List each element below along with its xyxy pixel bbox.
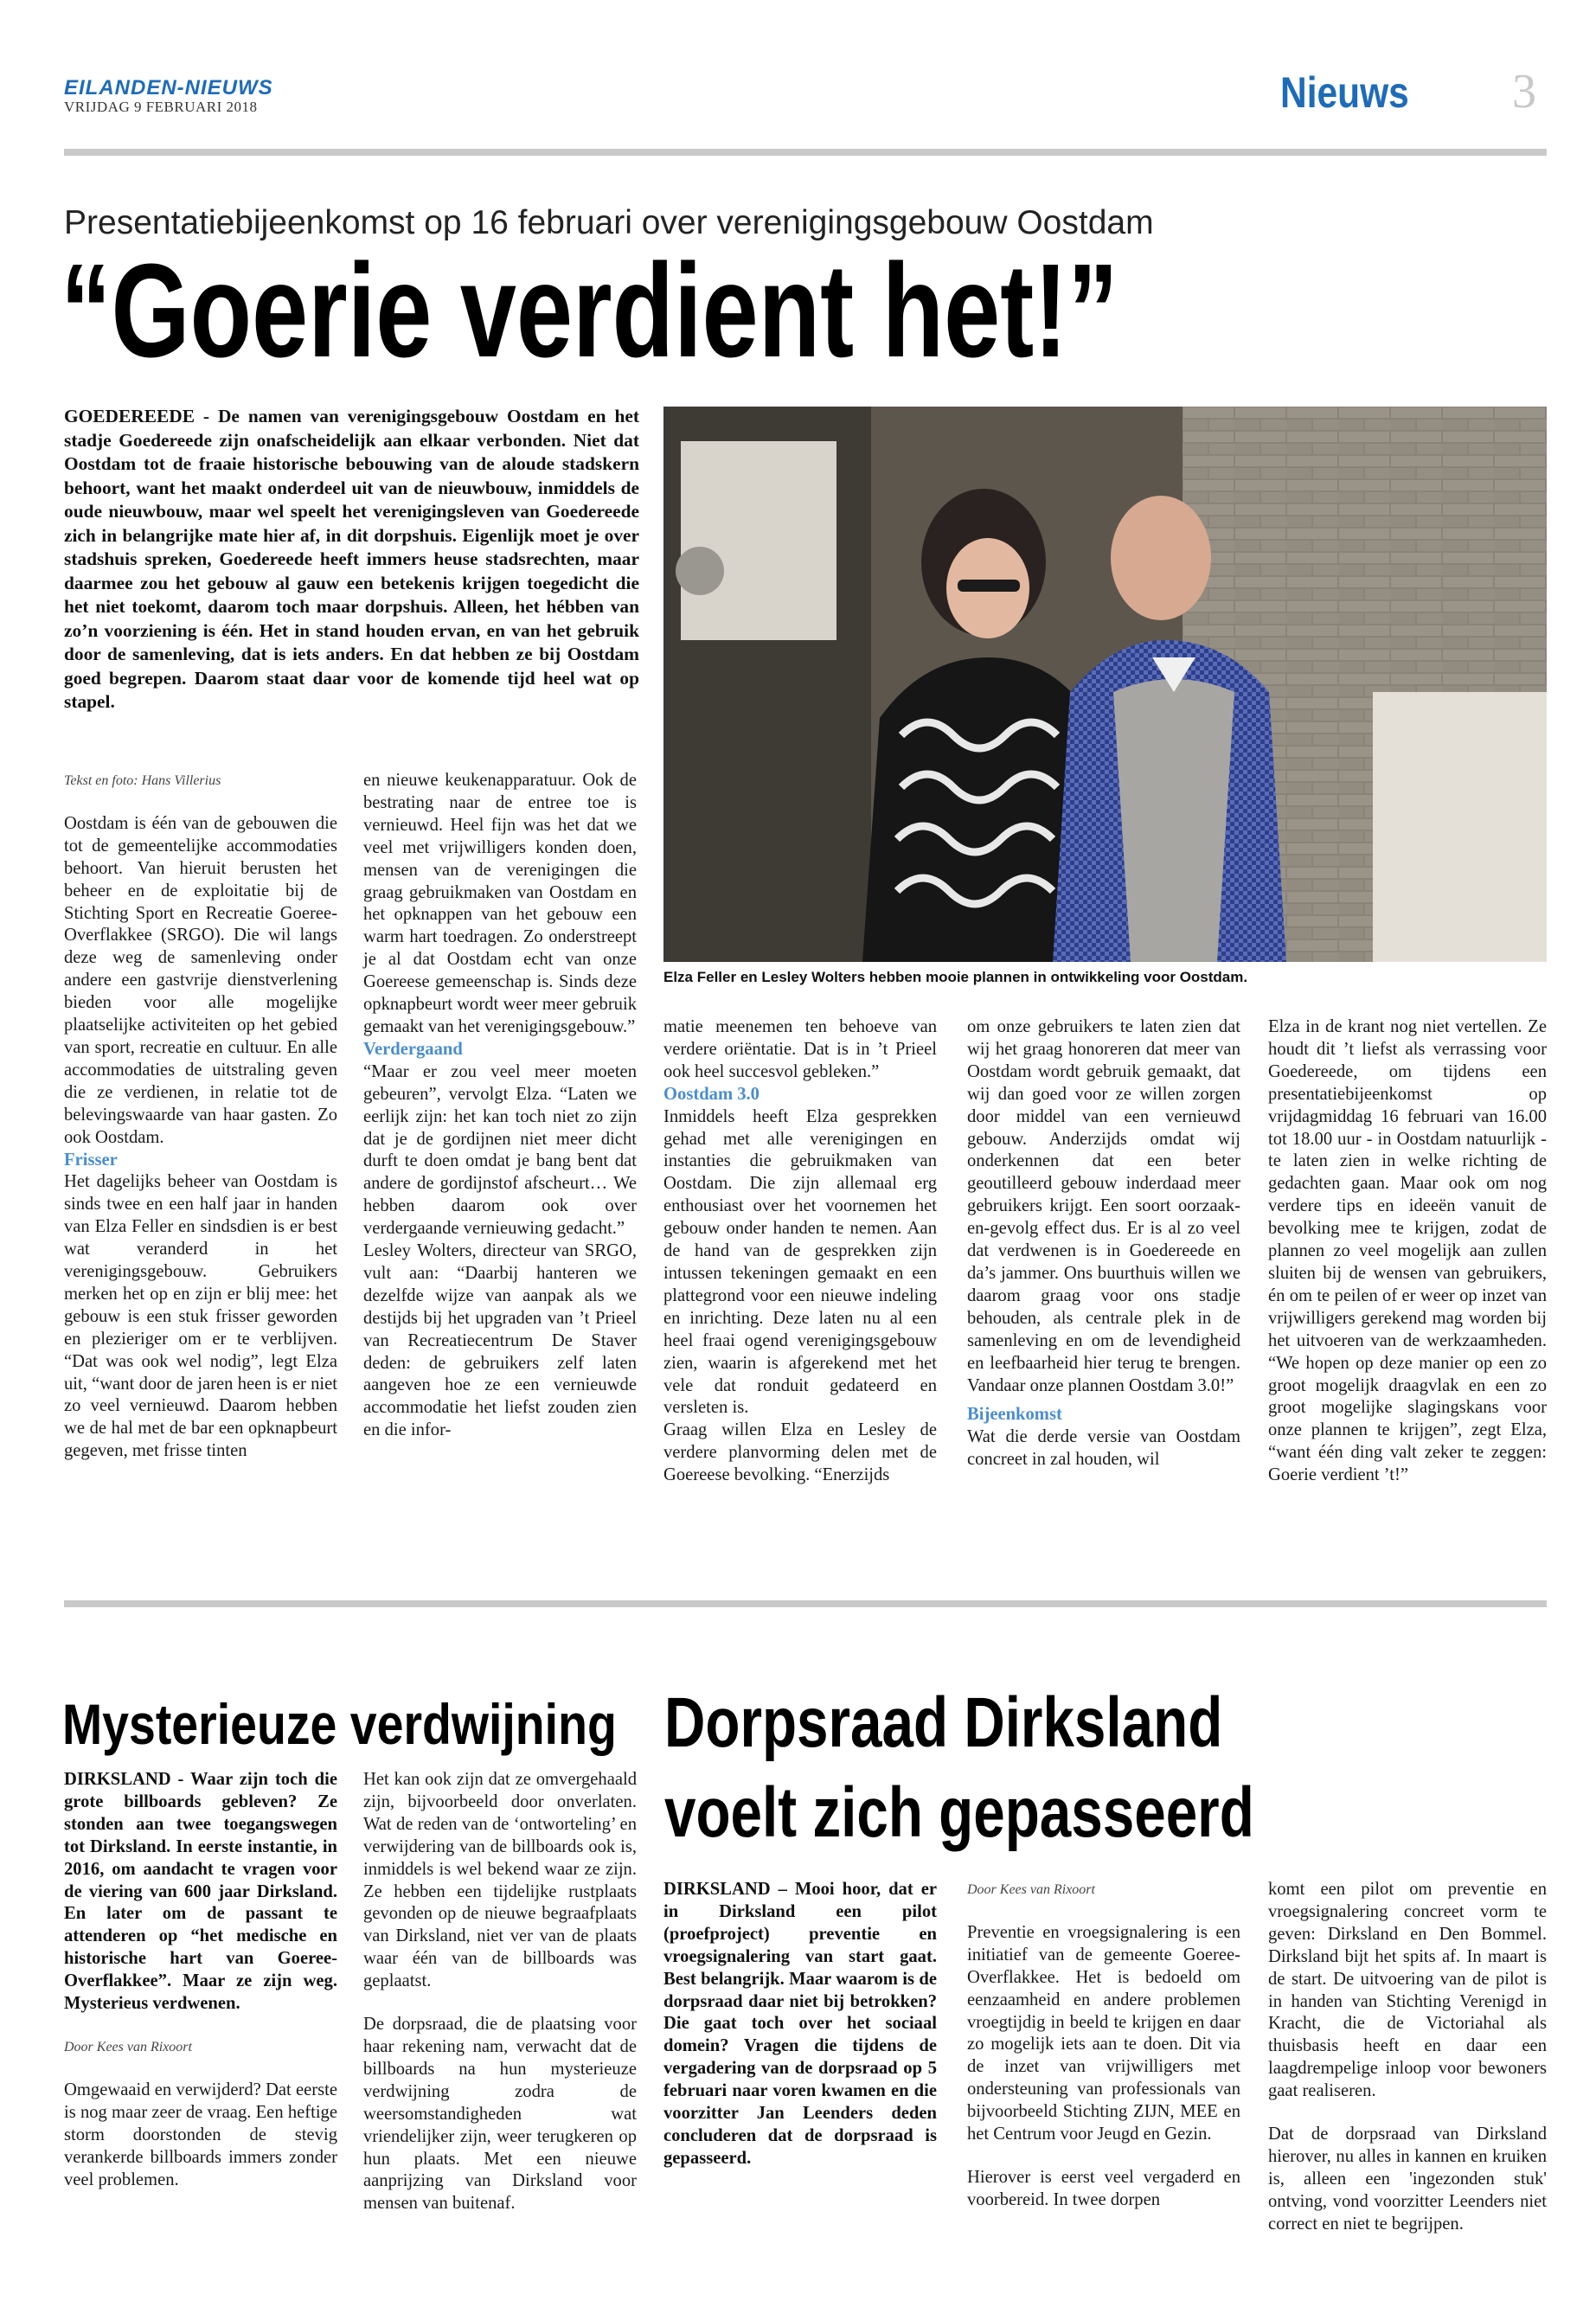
article2-lead: DIRKSLAND - Waar zijn toch die grote billboards gebleven? Ze stonden aan twee toegangswegen tot Dirksland. In eerste instantie, in 2016, om aandacht te vragen voor de viering van 600 jaar Dirksland. En later om de passant te attenderen op “het medische en historische hart van Goeree-Overflakkee”. Maar ze zijn weg. Mysterieus verdwenen. — [64, 1770, 337, 2014]
subhead-oostdam-3: Oostdam 3.0 — [663, 1084, 760, 1104]
paragraph: Omgewaaid en verwijderd? Dat eerste is nog maar zeer de vraag. Een heftige storm doorstonden de stevig verankerde billboards immers zonder veel problemen. — [64, 2080, 337, 2189]
paragraph: Elza in de krant nog niet vertellen. Ze houdt dit ’t liefst als verrassing voor Goedereede, om tijdens een presentatiebijeenkomst op vrijdagmiddag 16 februari van 16.00 tot 18.00 uur - in Oostdam natuurlijk - te laten zien in welke richting de gedachten gaan. Maar ook om nog verdere tips en ideeën vanuit de bevolking mee te krijgen, zodat de plannen zo veel mogelijk aan zullen sluiten bij de wensen van gebruikers, én om te peilen of er weer op inzet van vrijwilligers gerekend mag worden bij het uitvoeren van de werkzaamheden. “We hopen op deze manier op een zo groot mogelijk draagvlak en een zo groot mogelijke slagingskans voor onze plannen te krijgen”, zegt Elza, “want één ding valt zeker te zeggen: Goerie verdient ’t!” — [1268, 1017, 1547, 1485]
paragraph: matie meenemen ten behoeve van verdere oriëntatie. Dat is in ’t Prieel ook heel succesvol gebleken.” — [663, 1017, 937, 1081]
paragraph: Preventie en vroegsignalering is een initiatief van de gemeente Goeree-Overflakkee. Het is bedoeld om eenzaamheid en andere problemen vroegtijdig in beeld te krijgen en daar zo mogelijk iets aan te doen. Dit via de inzet van vrijwilligers met ondersteuning van professionals van bijvoorbeeld Stichting ZIJN, MEE en het Centrum voor Jeugd en Gezin. — [967, 1922, 1240, 2144]
article3-column-1 — [663, 1879, 937, 2170]
paragraph: “Maar er zou veel meer moeten gebeuren”, vervolgt Elza. “Laten we eerlijk zijn: het kan toch niet zo zijn dat je de gordijnen niet meer dicht durft te doen omdat je bang bent dat andere de gordijnstof afscheurt… We hebben daarom ook over verdergaande vernieuwing gedacht.” — [363, 1061, 637, 1239]
article3-lead: DIRKSLAND – Mooi hoor, dat er in Dirksland een pilot (proefproject) preventie en vroegsignalering van start gaat. Best belangrijk. Maar waarom is de dorpsraad daar niet bij betrokken? Die gaat toch over het sociaal domein? Vragen die tijdens de vergadering van de dorpsraad op 5 februari naar voren kwamen en die voorzitter Jan Leenders deden concluderen dat de dorpsraad is gepasseerd. — [663, 1880, 937, 2168]
subhead-bijeenkomst: Bijeenkomst — [967, 1405, 1062, 1425]
paragraph: De dorpsraad, die de plaatsing voor haar rekening nam, verwacht dat de billboards na hun mysterieuze verdwijning zodra de weersomstandigheden wat vriendelijker zijn, weer terugkeren op hun plaats. Met een nieuwe aanprijzing van Dirksland voor mensen van buitenaf. — [363, 2015, 637, 2214]
article-photo — [663, 407, 1547, 962]
article-column-4 — [967, 1016, 1240, 1471]
subhead-frisser: Frisser — [64, 1150, 118, 1170]
page-number: 3 — [1512, 65, 1536, 119]
article-column-2 — [363, 770, 637, 1442]
paragraph: Het dagelijks beheer van Oostdam is sinds twee en een half jaar in handen van Elza Feller en sindsdien is er best wat veranderd in het verenigingsgebouw. Gebruikers merken het op en zijn er blij mee: het gebouw is een stuk frisser geworden en plezieriger om er te verblijven. “Dat was ook wel nodig”, legt Elza uit, “want door de jaren heen is er niet zo veel vernieuwd. Daarom hebben we de hal met de bar een opknapbeurt gegeven, met frisse tinten — [64, 1172, 337, 1461]
paragraph: Het kan ook zijn dat ze omvergehaald zijn, bijvoorbeeld door onverlaten. Wat de reden van de ‘ontworteling’ en verwijdering van de billboards ook is, inmiddels is wel bekend waar ze zijn. Ze hebben een tijdelijke rustplaats gevonden op de nieuwe begraafplaats van Dirksland, niet ver van de plaats waar één van de billboards was geplaatst. — [363, 1770, 637, 1991]
photo-illustration — [663, 407, 1547, 962]
photo-caption: Elza Feller en Lesley Wolters hebben mooie plannen in ontwikkeling voor Oostdam. — [663, 969, 1248, 985]
article2-column-2 — [363, 1769, 637, 2215]
paragraph: Graag willen Elza en Lesley de verdere planvorming delen met de Goereese bevolking. “Enerzijds — [663, 1420, 937, 1485]
article2-byline: Door Kees van Rixoort — [64, 2039, 192, 2054]
paragraph: Wat die derde versie van Oostdam concreet in zal houden, wil — [967, 1427, 1240, 1470]
subhead-verdergaand: Verdergaand — [363, 1039, 463, 1059]
paragraph: Oostdam is één van de gebouwen die tot de gemeentelijke accommodaties behoort. Van hieruit berusten het beheer en de exploitatie bij de Stichting Sport en Recreatie Goeree-Overflakkee (SRGO). Die wil langs deze weg de samenleving onder andere een gastvrije dienstverlening bieden voor alle mogelijke plaatselijke activiteiten op het gebied van sport, recreatie en cultuur. En alle accommodaties de uitstraling geven die ze verdienen, in relatie tot de belevingswaarde van haar gasten. Zo ook Oostdam. — [64, 813, 337, 1147]
article-column-3 — [663, 1016, 937, 1487]
article3-headline-line-1: Dorpsraad Dirksland — [664, 1683, 1223, 1762]
paragraph: en nieuwe keukenapparatuur. Ook de bestrating naar de entree toe is vernieuwd. Heel fijn was het dat we veel met vrijwilligers konden doen, mensen van de verenigingen die graag gebruikmaken van Oostdam en het opknappen van het gebouw een warm hart toedragen. Zo onderstreept je al dat Oostdam echt van onze Goereese gemeenschap is. Sinds deze opknapbeurt wordt weer meer gebruik gemaakt van het verenigingsgebouw.” — [363, 771, 637, 1036]
article2-headline: Mysterieuze verdwijning — [62, 1692, 617, 1756]
article-column-1 — [64, 770, 337, 1463]
paragraph: komt een pilot om preventie en vroegsignalering concreet vorm te geven: Dirksland en Den Bommel. Dirksland bijt het spits af. In maart is de start. De uitvoering van de pilot is in handen van Stichting Verenigd in Kracht, die de Victoriahal als thuisbasis heeft en daar een laagdrempelige inloop voor bewoners gaat realiseren. — [1268, 1880, 1547, 2101]
article3-column-2 — [967, 1879, 1240, 2212]
paragraph: om onze gebruikers te laten zien dat wij het graag honoreren dat meer van Oostdam wordt gebruik gemaakt, dat wij dan goed voor ze willen zorgen door middel van een vernieuwd gebouw. Anderzijds omdat wij onderkennen dat een beter geoutilleerd gebouw inderdaad meer gebruikers krijgt. Een soort oorzaak-en-gevolg effect dus. Er is al zo veel dat verdwenen is in Goedereede en da’s jammer. Ons buurthuis willen we daarom graag voor ons stadje behouden, als centrale plek in de samenleving en om de levendigheid en leefbaarheid hier terug te brengen. Vandaar onze plannen Oostdam 3.0!” — [967, 1017, 1240, 1395]
paragraph: Hierover is eerst veel vergaderd en voorbereid. In twee dorpen — [967, 2167, 1240, 2209]
article-headline: “Goerie verdient het!” — [61, 236, 1118, 385]
paragraph: Inmiddels heeft Elza gesprekken gehad met alle verenigingen en instanties die gebruikmaken van Oostdam. Die zijn allemaal erg enthousiast over het voornemen het gebouw onder handen te nemen. Aan de hand van de gesprekken zijn intussen tekeningen gemaakt en een plattegrond voor een nieuwe indeling en inrichting. Deze laten nu al een heel fraai ogend verenigingsgebouw zien, waarin is afgerekend met het vele dat ronduit gedateerd en versleten is. — [663, 1106, 937, 1418]
section-rule — [64, 1600, 1547, 1607]
article-byline: Tekst en foto: Hans Villerius — [64, 773, 221, 788]
masthead-logo: EILANDEN-NIEUWS — [64, 76, 273, 99]
issue-date: VRIJDAG 9 FEBRUARI 2018 — [64, 99, 258, 115]
article2-column-1 — [64, 1769, 337, 2191]
top-rule — [64, 149, 1547, 156]
article-kicker: Presentatiebijeenkomst op 16 februari over verenigingsgebouw Oostdam — [64, 204, 1154, 241]
paragraph: Dat de dorpsraad van Dirksland hierover, nu alles in kannen en kruiken is, alleen een 'ingezonden stuk' ontving, vond voorzitter Leenders niet correct en niet te begrijpen. — [1268, 2125, 1547, 2234]
article3-headline-line-2: voelt zich gepasseerd — [664, 1773, 1254, 1852]
article3-column-3 — [1268, 1879, 1547, 2236]
paragraph: Lesley Wolters, directeur van SRGO, vult aan: “Daarbij hanteren we dezelfde wijze van aanpak als we destijds bij het upgraden van ’t Prieel van Recreatiecentrum De Staver deden: de gebruikers zelf laten aangeven hoe ze een vernieuwde accommodatie het liefst zouden zien en die infor- — [363, 1241, 637, 1440]
section-label: Nieuws — [1280, 68, 1409, 117]
article3-byline: Door Kees van Rixoort — [967, 1882, 1095, 1897]
article-intro: GOEDEREEDE - De namen van verenigingsgebouw Oostdam en het stadje Goedereede zijn onafscheidelijk aan elkaar verbonden. Niet dat Oostdam tot de fraaie historische bebouwing van de aloude stadskern behoort, want het maakt onderdeel uit van de nieuwbouw, inmiddels de oude nieuwbouw, maar wel speelt het verenigingsleven van Goedereede zich in belangrijke mate hier af, in dit dorpshuis. Eigenlijk moet je over stadshuis spreken, Goedereede heeft immers heuse stadsrechten, maar daarmee zou het gebouw al gauw een betekenis krijgen toegedicht die het niet toekomt, daarom toch maar dorpshuis. Alleen, het hébben van zo’n voorziening is één. Het in stand houden ervan, en van het gebruik door de samenleving, dat is iets anders. En dat hebben ze bij Oostdam goed begrepen. Daarom staat daar voor de komende tijd heel wat op stapel. — [64, 406, 639, 712]
article-column-5 — [1268, 1016, 1547, 1487]
